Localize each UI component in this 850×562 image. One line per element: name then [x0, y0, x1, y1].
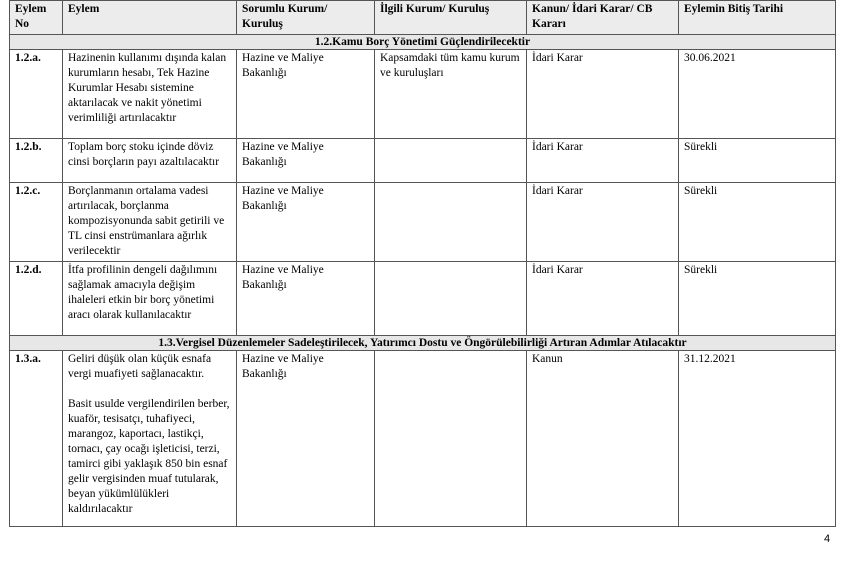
- action-code: 1.2.b.: [10, 139, 63, 183]
- completion-date: Sürekli: [679, 139, 836, 183]
- header-row: [10, 1, 836, 35]
- responsible-institution: Hazine ve Maliye Bakanlığı: [237, 183, 375, 262]
- header-sorumlu-kurum: Sorumlu Kurum/ Kuruluş: [237, 1, 375, 35]
- action-description: İtfa profilinin dengeli dağılımını sağlamak amacıyla değişim ihaleleri etkin bir borç yönetimi aracı olarak kullanılacaktır: [63, 262, 237, 336]
- related-institution: [375, 183, 527, 262]
- related-institution: [375, 262, 527, 336]
- legal-basis: İdari Karar: [527, 50, 679, 139]
- related-institution: Kapsamdaki tüm kamu kurum ve kuruluşları: [375, 50, 527, 139]
- section-title: 1.2.Kamu Borç Yönetimi Güçlendirilecektir: [10, 35, 836, 50]
- page-number: 4: [824, 533, 831, 545]
- action-description: Hazinenin kullanımı dışında kalan kurumların hesabı, Tek Hazine Kurumlar Hesabı sistemine aktarılacak ve nakit yönetimi verimliliği artırılacaktır: [63, 50, 237, 139]
- header-kanun-karar: Kanun/ İdari Karar/ CB Kararı: [527, 1, 679, 35]
- paragraph-spacer: [68, 382, 231, 397]
- header-eylem: Eylem: [63, 1, 237, 35]
- action-code: 1.2.a.: [10, 50, 63, 139]
- table-row: [10, 183, 836, 262]
- header-eylem-no: Eylem No: [10, 1, 63, 35]
- action-code: 1.2.d.: [10, 262, 63, 336]
- table-row: [10, 139, 836, 183]
- action-description-detail: Basit usulde vergilendirilen berber, kuaför, tesisatçı, tuhafiyeci, marangoz, kaportacı, lastikçi, tornacı, çay ocağı işleticisi, terzi, tamirci gibi yaklaşık 850 bin esnaf gelir vergisinden muaf tutularak, beyan yükümlülükleri kaldırılacaktır: [68, 398, 230, 515]
- legal-basis: İdari Karar: [527, 183, 679, 262]
- action-description-summary: Geliri düşük olan küçük esnafa vergi muafiyeti sağlanacaktır.: [68, 353, 212, 380]
- related-institution: [375, 139, 527, 183]
- section-heading-row: [10, 336, 836, 351]
- related-institution: [375, 351, 527, 527]
- action-description: Borçlanmanın ortalama vadesi artırılacak, borçlanma kompozisyonunda sabit getirili ve TL cinsi enstrümanlara ağırlık verilecektir: [63, 183, 237, 262]
- completion-date: 30.06.2021: [679, 50, 836, 139]
- section-heading-row: [10, 35, 836, 50]
- section-title: 1.3.Vergisel Düzenlemeler Sadeleştirilecek, Yatırımcı Dostu ve Öngörülebilirliği Artıran Adımlar Atılacaktır: [10, 336, 836, 351]
- action-code: 1.3.a.: [10, 351, 63, 527]
- responsible-institution: Hazine ve Maliye Bakanlığı: [237, 262, 375, 336]
- action-description: [63, 351, 237, 527]
- responsible-institution: Hazine ve Maliye Bakanlığı: [237, 50, 375, 139]
- action-plan-table: [9, 0, 836, 527]
- completion-date: Sürekli: [679, 262, 836, 336]
- legal-basis: İdari Karar: [527, 139, 679, 183]
- action-code: 1.2.c.: [10, 183, 63, 262]
- action-description: Toplam borç stoku içinde döviz cinsi borçların payı azaltılacaktır: [63, 139, 237, 183]
- header-bitis-tarihi: Eylemin Bitiş Tarihi: [679, 1, 836, 35]
- responsible-institution: Hazine ve Maliye Bakanlığı: [237, 351, 375, 527]
- table-row: [10, 351, 836, 527]
- table-row: [10, 262, 836, 336]
- legal-basis: Kanun: [527, 351, 679, 527]
- table-row: [10, 50, 836, 139]
- completion-date: 31.12.2021: [679, 351, 836, 527]
- responsible-institution: Hazine ve Maliye Bakanlığı: [237, 139, 375, 183]
- legal-basis: İdari Karar: [527, 262, 679, 336]
- header-ilgili-kurum: İlgili Kurum/ Kuruluş: [375, 1, 527, 35]
- completion-date: Sürekli: [679, 183, 836, 262]
